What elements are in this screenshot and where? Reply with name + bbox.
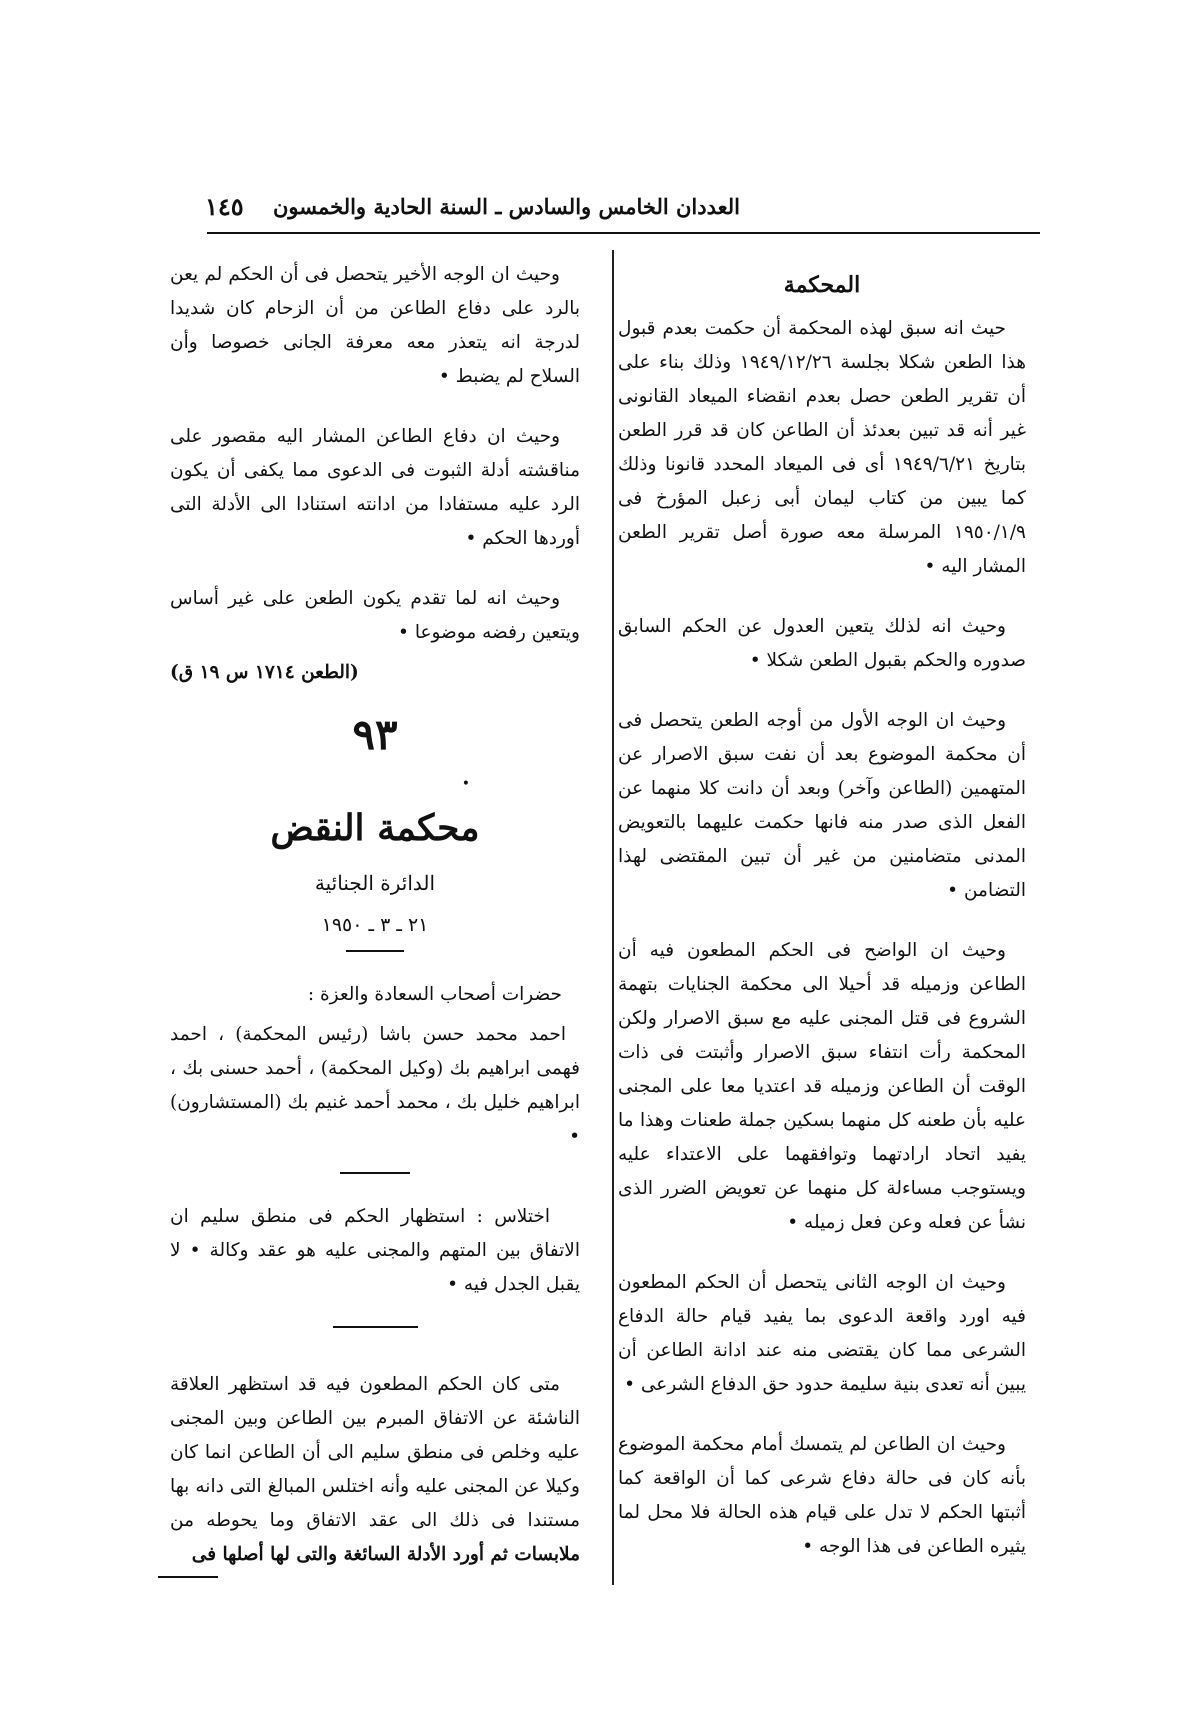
left-column bbox=[170, 258, 580, 1572]
case-number: ٩٣ bbox=[352, 710, 398, 759]
paragraph: وحيث ان الوجه الأخير يتحصل فى أن الحكم لم يعن بالرد على دفاع الطاعن من أن الزحام كان شديدا لدرجة انه يتعذر معه معرفة الجانى خصوصا وأن السلاح لم يضبط • bbox=[170, 264, 580, 387]
paragraph: وحيث ان الطاعن لم يتمسك أمام محكمة الموضوع بأنه كان فى حالة دفاع شرعى كما أن الواقعة كما أثبتها الحكم لا تدل على قيام هذه الحالة فلا محل لما يثيره الطاعن فى هذا الوجه • bbox=[618, 1434, 1026, 1557]
paragraph: وحيث ان الوجه الأول من أوجه الطعن يتحصل فى أن محكمة الموضوع بعد أن نفت سبق الاصرار عن المتهمين (الطاعن وآخر) وبعد أن دانت كلا منهما عن الفعل الذى صدر منه فانها حكمت عليهما بالتعويض المدنى متضامنين من غير أن تبين المقتضى لهذا التضامن • bbox=[618, 710, 1026, 901]
legal-principle bbox=[170, 1368, 580, 1572]
bench-members: احمد محمد حسن باشا (رئيس المحكمة) ، احمد فهمى ابراهيم بك (وكيل المحكمة) ، أحمد حسنى بك ، ابراهيم خليل بك ، محمد أحمد غنيم بك (المستشارون) • bbox=[170, 1024, 580, 1147]
ornament-dot: • bbox=[461, 776, 470, 792]
divider-rule bbox=[340, 1172, 410, 1174]
appeal-reference: (الطعن ١٧١٤ س ١٩ ق) bbox=[170, 662, 359, 683]
running-title: العددان الخامس والسادس ـ السنة الحادية والخمسون bbox=[273, 194, 740, 219]
principle-text: متى كان الحكم المطعون فيه قد استظهر العلاقة الناشئة عن الاتفاق المبرم بين الطاعن وبين المجنى عليه وخلص فى منطق سليم الى أن الطاعن انما كان وكيلا عن المجنى عليه وأنه اختلس المبالغ التى دانه بها مستندا فى ذلك الى عقد الاتفاق وما يحوطه من bbox=[170, 1374, 580, 1531]
court-circuit: الدائرة الجنائية bbox=[314, 871, 436, 895]
divider-rule bbox=[333, 1326, 418, 1328]
paragraph: وحيث ان الواضح فى الحكم المطعون فيه أن الطاعن وزميله قد أحيلا الى محكمة الجنايات بتهمة الشروع فى قتل المجنى عليه مع سبق الاصرار ولكن المحكمة رأت انتفاء سبق الاصرار وأثبتت فى ذات الوقت أن الطاعن وزميله قد اعتديا معا على المجنى عليه بأن طعنه كل منهما بسكين جملة طعنات وهذا ما يفيد اتحاد ارادتهما وتوافقهما على الاعتداء عليه ويستوجب مساءلة كل منهما عن تعويض الضرر الذى نشأ عن فعله وعن فعل زميله • bbox=[618, 940, 1026, 1233]
paragraph: حيث انه سبق لهذه المحكمة أن حكمت بعدم قبول هذا الطعن شكلا بجلسة ١٩٤٩/١٢/٢٦ وذلك بناء على أن تقرير الطعن حصل بعدم انقضاء الميعاد القانونى غير أنه قد تبين بعدئذ أن الطاعن كان قد قرر الطعن بتاريخ ١٩٤٩/٦/٢١ أى فى الميعاد المحدد قانونا وذلك كما يبين من كتاب ليمان أبى زعبل المؤرخ فى ١٩٥٠/١/٩ المرسلة معه صورة أصل تقرير الطعن المشار اليه • bbox=[618, 318, 1027, 577]
bench-title: حضرات أصحاب السعادة والعزة : bbox=[307, 984, 562, 1005]
paragraph: وحيث انه لما تقدم يكون الطعن على غير أساس ويتعين رفضه موضوعا • bbox=[170, 588, 580, 643]
footer-rule bbox=[158, 1576, 218, 1578]
judgment-date: ٢١ ـ ٣ ـ ١٩٥٠ bbox=[321, 914, 429, 936]
divider-rule bbox=[346, 950, 404, 952]
case-summary: اختلاس : استظهار الحكم فى منطق سليم ان الاتفاق بين المتهم والمجنى عليه هو عقد وكالة • لا يقبل الجدل فيه • bbox=[170, 1206, 580, 1295]
right-column bbox=[618, 268, 1026, 1590]
principle-bold-text: ملابسات ثم أورد الأدلة السائغة والتى لها أصلها فى bbox=[191, 1544, 580, 1565]
paragraph: وحيث ان الوجه الثانى يتحصل أن الحكم المطعون فيه اورد واقعة الدعوى بما يفيد قيام حالة الدفاع الشرعى مما كان يقتضى منه عند ادانة الطاعن أن يبين أنه تعدى بنية سليمة حدود حق الدفاع الشرعى • bbox=[618, 1272, 1026, 1395]
column-divider bbox=[612, 250, 614, 1585]
page-header bbox=[205, 188, 1040, 230]
paragraph: وحيث انه لذلك يتعين العدول عن الحكم السابق صدوره والحكم بقبول الطعن شكلا • bbox=[618, 616, 1026, 671]
paragraph: وحيث ان دفاع الطاعن المشار اليه مقصور على مناقشته أدلة الثبوت فى الدعوى مما يكفى أن يكون الرد عليه مستفادا من ادانته استنادا الى الأدلة التى أوردها الحكم • bbox=[170, 426, 580, 549]
section-heading: المحكمة bbox=[783, 272, 861, 298]
header-rule bbox=[207, 232, 1040, 234]
page-number: ١٤٥ bbox=[205, 192, 244, 221]
court-name: محكمة النقض bbox=[270, 807, 480, 849]
